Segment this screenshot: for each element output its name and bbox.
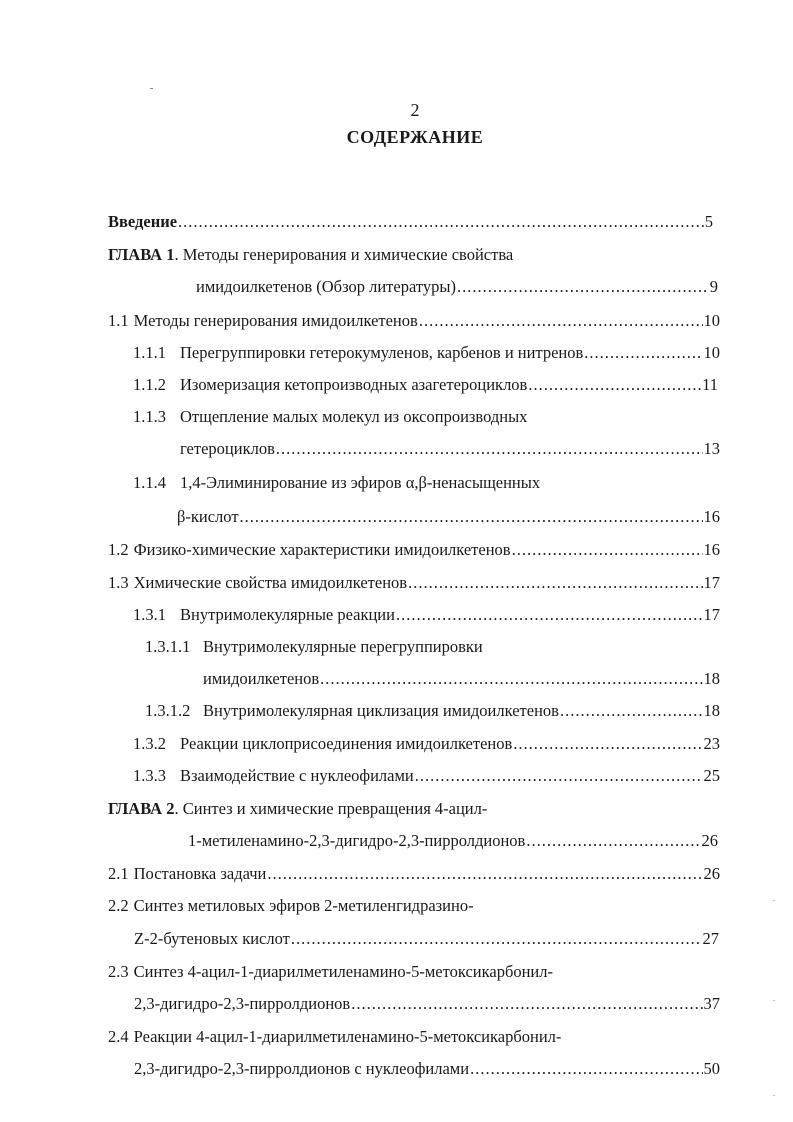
- toc-entry-label: Физико-химические характеристики имидоилкетенов: [133, 540, 511, 559]
- toc-page-number: 37: [703, 994, 720, 1013]
- toc-entry-label: имидоилкетенов (Обзор литературы): [196, 277, 456, 296]
- toc-entry-2-2-cont[interactable]: [134, 927, 719, 951]
- scan-speck: [150, 88, 153, 89]
- toc-section-number: 1.1: [108, 311, 129, 330]
- toc-page-number: 11: [702, 375, 718, 394]
- leader-dots: [560, 699, 703, 723]
- toc-page-number: 26: [703, 864, 720, 883]
- scan-edge-mark: [773, 1000, 775, 1001]
- toc-entry-label: Отщепление малых молекул из оксопроизводных: [180, 407, 528, 426]
- toc-entry-label: Реакции циклоприсоединения имидоилкетенов: [180, 734, 513, 753]
- toc-section-number: 1.1.1: [133, 343, 166, 362]
- toc-section-number: 1.3.1.2: [145, 701, 191, 720]
- toc-entry-label: Синтез 4-ацил-1-диарилметиленамино-5-метоксикарбонил-: [133, 962, 553, 981]
- leader-dots: [470, 1057, 702, 1081]
- toc-entry-label: Постановка задачи: [133, 864, 267, 883]
- toc-entry-1-1-2[interactable]: [133, 373, 718, 397]
- toc-entry-label: Внутримолекулярные реакции: [180, 605, 395, 624]
- scan-edge-mark: [773, 1095, 775, 1096]
- toc-entry-label: Внутримолекулярная циклизация имидоилкетенов: [203, 701, 559, 720]
- toc-section-number: 2.4: [108, 1027, 129, 1046]
- toc-entry-chapter-2[interactable]: [108, 797, 487, 821]
- leader-dots: [457, 275, 709, 299]
- toc-page-number: 9: [709, 277, 718, 296]
- toc-entry-label: . Методы генерирования и химические свойства: [174, 245, 514, 264]
- toc-entry-1-3-1-1-cont[interactable]: [203, 667, 720, 691]
- toc-entry-1-1-4[interactable]: [133, 471, 540, 495]
- leader-dots: [408, 571, 702, 595]
- toc-entry-label: имидоилкетенов: [203, 669, 320, 688]
- toc-section-number: 1.1.3: [133, 407, 166, 426]
- toc-page-number: 26: [701, 831, 718, 850]
- toc-section-number: 1.1.2: [133, 375, 166, 394]
- toc-entry-1-3-1-2[interactable]: [145, 699, 720, 723]
- toc-entry-1-3-1-1[interactable]: [145, 635, 483, 659]
- toc-entry-1-3[interactable]: [108, 571, 720, 595]
- toc-entry-2-4-cont[interactable]: [134, 1057, 720, 1081]
- toc-entry-label: Синтез метиловых эфиров 2-метиленгидразино-: [133, 896, 474, 915]
- leader-dots: [512, 538, 703, 562]
- toc-section-number: 1.3.1.1: [145, 637, 191, 656]
- toc-page-number: 17: [703, 605, 720, 624]
- leader-dots: [267, 862, 702, 886]
- toc-entry-1-1[interactable]: [108, 309, 720, 333]
- toc-section-number: 2.3: [108, 962, 129, 981]
- leader-dots: [513, 732, 702, 756]
- toc-section-number: 1.2: [108, 540, 129, 559]
- toc-entry-label: 1,4-Элиминирование из эфиров α,β-ненасыщенных: [180, 473, 541, 492]
- toc-entry-label: Взаимодействие с нуклеофилами: [180, 766, 414, 785]
- toc-section-number: 1.3: [108, 573, 129, 592]
- toc-entry-label: 2,3-дигидро-2,3-пирролдионов: [134, 994, 351, 1013]
- leader-dots: [351, 992, 702, 1016]
- toc-entry-label: Z-2-бутеновых кислот: [134, 929, 290, 948]
- toc-entry-label: Изомеризация кетопроизводных азагетероциклов: [180, 375, 528, 394]
- toc-page-number: 16: [703, 507, 720, 526]
- toc-entry-2-3-cont[interactable]: [134, 992, 720, 1016]
- toc-entry-2-3[interactable]: [108, 960, 553, 984]
- toc-entry-1-3-2[interactable]: [133, 732, 720, 756]
- toc-entry-label: Перегруппировки гетерокумуленов, карбенов и нитренов: [180, 343, 584, 362]
- toc-entry-chapter-2-cont[interactable]: [188, 829, 718, 853]
- toc-page-number: 23: [703, 734, 720, 753]
- toc-page-number: 27: [702, 929, 719, 948]
- toc-section-number: 1.3.1: [133, 605, 166, 624]
- toc-entry-label: Химические свойства имидоилкетенов: [133, 573, 408, 592]
- toc-section-number: 1.1.4: [133, 473, 166, 492]
- leader-dots: [178, 210, 704, 234]
- toc-entry-label: Реакции 4-ацил-1-диарилметиленамино-5-метоксикарбонил-: [133, 1027, 562, 1046]
- toc-page-number: 10: [703, 343, 720, 362]
- toc-entry-label: Внутримолекулярные перегруппировки: [203, 637, 483, 656]
- leader-dots: [276, 437, 703, 461]
- toc-entry-label: β-кислот: [177, 507, 239, 526]
- leader-dots: [291, 927, 702, 951]
- toc-entry-1-1-4-cont[interactable]: [177, 505, 720, 529]
- scan-edge-mark: [773, 900, 775, 901]
- toc-entry-label: гетероциклов: [180, 439, 275, 458]
- toc-page-number: 16: [703, 540, 720, 559]
- leader-dots: [419, 309, 703, 333]
- leader-dots: [396, 603, 703, 627]
- toc-entry-intro[interactable]: [108, 210, 713, 234]
- toc-entry-1-3-3[interactable]: [133, 764, 720, 788]
- leader-dots: [415, 764, 703, 788]
- toc-entry-label: 2,3-дигидро-2,3-пирролдионов с нуклеофилами: [134, 1059, 470, 1078]
- toc-page-number: 5: [704, 212, 713, 231]
- toc-entry-2-1[interactable]: [108, 862, 720, 886]
- chapter-prefix: ГЛАВА 2: [108, 799, 175, 818]
- toc-section-number: 2.2: [108, 896, 129, 915]
- toc-page-number: 17: [703, 573, 720, 592]
- toc-entry-chapter-1[interactable]: [108, 243, 513, 267]
- toc-section-number: 1.3.2: [133, 734, 166, 753]
- toc-page-number: 13: [703, 439, 720, 458]
- leader-dots: [320, 667, 702, 691]
- toc-page-number: 18: [703, 701, 720, 720]
- chapter-prefix: ГЛАВА 1: [108, 245, 175, 264]
- toc-entry-1-1-1[interactable]: [133, 341, 720, 365]
- leader-dots: [528, 373, 701, 397]
- toc-entry-chapter-1-cont[interactable]: [196, 275, 718, 299]
- toc-entry-1-1-3[interactable]: [133, 405, 527, 429]
- leader-dots: [526, 829, 700, 853]
- toc-page-number: 50: [703, 1059, 720, 1078]
- toc-entry-2-2[interactable]: [108, 894, 474, 918]
- toc-entry-label: Введение: [108, 212, 178, 231]
- toc-entry-label: . Синтез и химические превращения 4-ацил-: [174, 799, 488, 818]
- page-title: СОДЕРЖАНИЕ: [346, 127, 484, 147]
- page-number: 2: [410, 100, 420, 120]
- toc-section-number: 1.3.3: [133, 766, 166, 785]
- toc-entry-2-4[interactable]: [108, 1025, 561, 1049]
- toc-page-number: 25: [703, 766, 720, 785]
- toc-entry-label: Методы генерирования имидоилкетенов: [133, 311, 418, 330]
- leader-dots: [584, 341, 702, 365]
- toc-entry-label: 1-метиленамино-2,3-дигидро-2,3-пирролдионов: [188, 831, 526, 850]
- toc-section-number: 2.1: [108, 864, 129, 883]
- toc-entry-1-2[interactable]: [108, 538, 720, 562]
- toc-page-number: 10: [703, 311, 720, 330]
- toc-entry-1-1-3-cont[interactable]: [180, 437, 720, 461]
- toc-entry-1-3-1[interactable]: [133, 603, 720, 627]
- leader-dots: [240, 505, 703, 529]
- toc-page-number: 18: [703, 669, 720, 688]
